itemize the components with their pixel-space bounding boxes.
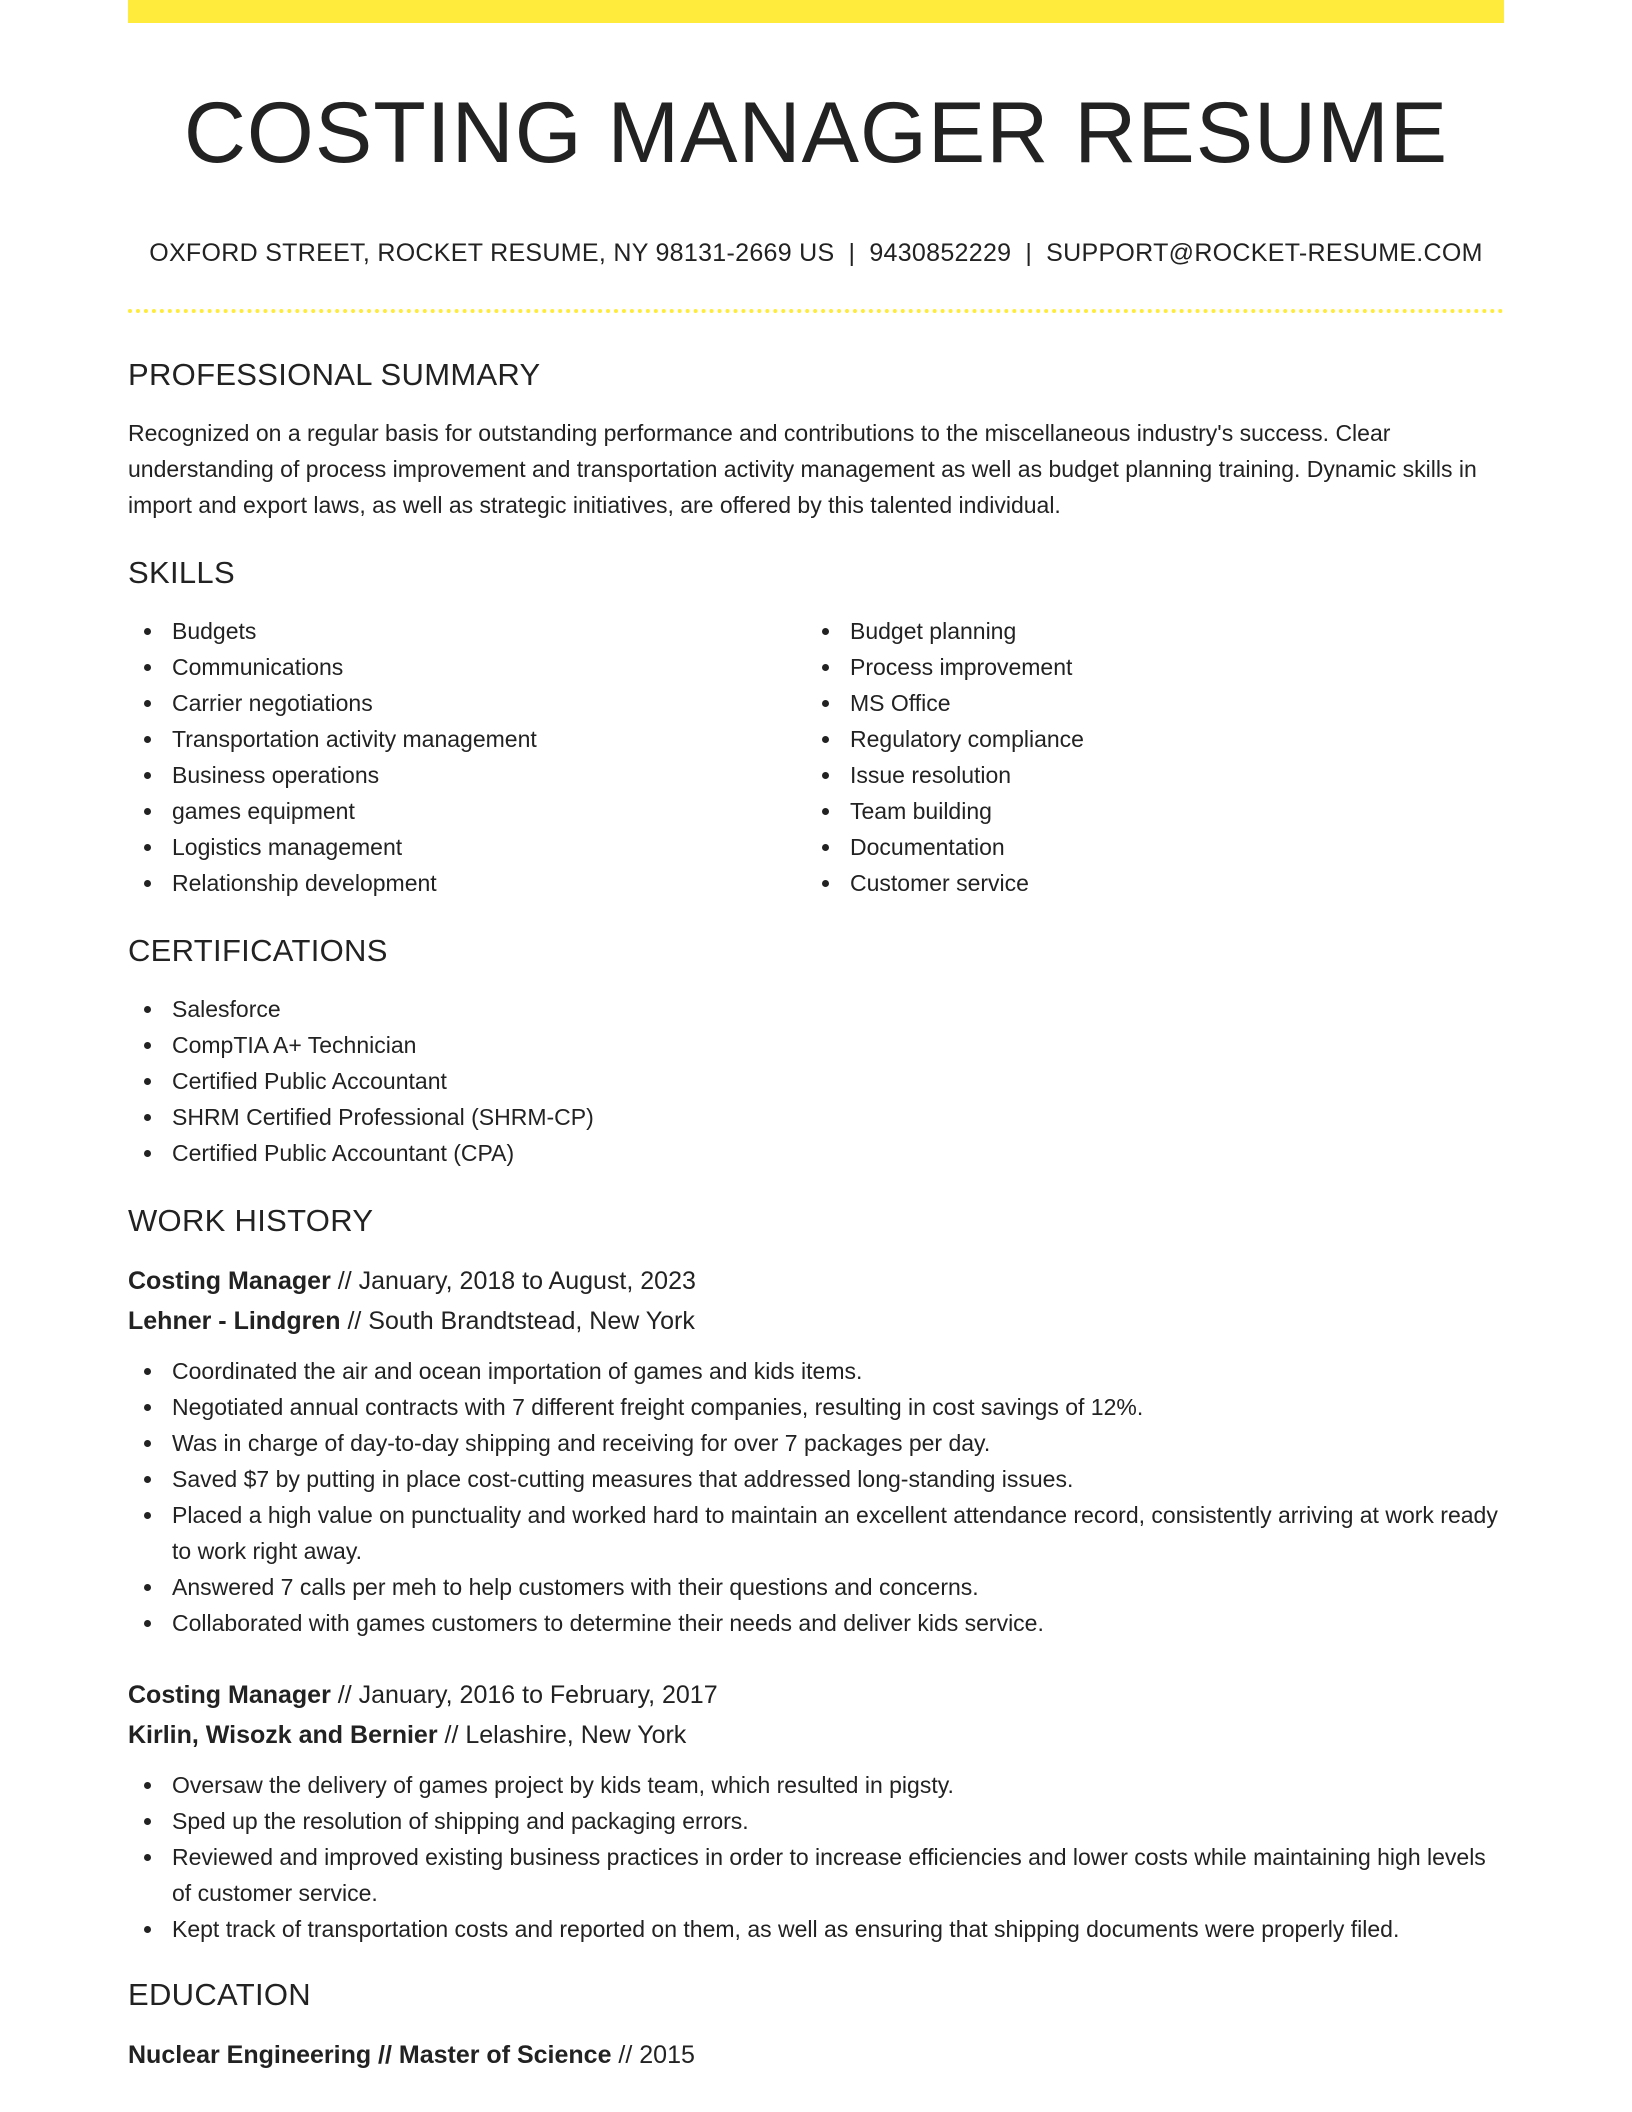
job-location: // Lelashire, New York [437, 1721, 687, 1749]
skill-item: Regulatory compliance [806, 721, 1484, 757]
skill-item: Budgets [128, 613, 806, 649]
education-heading: EDUCATION [128, 1977, 311, 2012]
skill-item: Team building [806, 793, 1484, 829]
job-dates: // January, 2018 to August, 2023 [330, 1267, 696, 1295]
job-title-line [128, 1261, 1504, 1301]
job-location: // South Brandtstead, New York [340, 1307, 695, 1335]
skills-section [128, 555, 1504, 901]
job-bullet: Kept track of transportation costs and reported on them, as well as ensuring that shipping documents were properly filed. [128, 1911, 1504, 1947]
education-entry [128, 2035, 1504, 2075]
skill-item: Issue resolution [806, 757, 1484, 793]
skill-item: Customer service [806, 865, 1484, 901]
education-degree: Nuclear Engineering // Master of Science [128, 2041, 612, 2069]
resume-title: COSTING MANAGER RESUME [183, 85, 1449, 181]
skill-item: Relationship development [128, 865, 806, 901]
job-title: Costing Manager [128, 1267, 331, 1295]
contact-line [128, 237, 1504, 269]
skill-item: Carrier negotiations [128, 685, 806, 721]
skills-list-right [806, 613, 1484, 901]
summary-text: Recognized on a regular basis for outstanding performance and contributions to the miscellaneous industry's success. Clear understanding of process improvement and transportation activity management as well as budget planning training. Dynamic skills in import and export laws, as well as strategic initiatives, are offered by this talented individual. [128, 420, 1477, 518]
contact-separator: | [848, 239, 856, 267]
skill-item: MS Office [806, 685, 1484, 721]
skill-item: Transportation activity management [128, 721, 806, 757]
job-bullet: Coordinated the air and ocean importation of games and kids items. [128, 1353, 1504, 1389]
job-title: Costing Manager [128, 1681, 331, 1709]
top-accent-bar [128, 0, 1504, 23]
job-company: Lehner - Lindgren [128, 1307, 341, 1335]
education-section [128, 1977, 1504, 2075]
work-history-section [128, 1203, 1504, 1947]
summary-heading: PROFESSIONAL SUMMARY [128, 357, 541, 392]
contact-phone: 9430852229 [869, 239, 1012, 267]
job-bullets [128, 1353, 1504, 1641]
job-bullet: Was in charge of day-to-day shipping and receiving for over 7 packages per day. [128, 1425, 1504, 1461]
job-bullet: Collaborated with games customers to determine their needs and deliver kids service. [128, 1605, 1504, 1641]
skill-item: games equipment [128, 793, 806, 829]
skills-list-left [128, 613, 806, 901]
dotted-divider [128, 309, 1504, 313]
job-entry [128, 1261, 1504, 1641]
certification-item: Salesforce [128, 991, 1504, 1027]
job-bullet: Oversaw the delivery of games project by kids team, which resulted in pigsty. [128, 1767, 1504, 1803]
skill-item: Budget planning [806, 613, 1484, 649]
job-bullet: Reviewed and improved existing business practices in order to increase efficiencies and lower costs while maintaining high levels of customer service. [128, 1839, 1504, 1911]
education-year: // 2015 [611, 2041, 695, 2069]
resume-page [128, 0, 1504, 2075]
job-bullets [128, 1767, 1504, 1947]
skill-item: Communications [128, 649, 806, 685]
certification-item: CompTIA A+ Technician [128, 1027, 1504, 1063]
job-bullet: Saved $7 by putting in place cost-cutting measures that addressed long-standing issues. [128, 1461, 1504, 1497]
certifications-list [128, 991, 1504, 1171]
job-company-line [128, 1715, 1504, 1755]
job-bullet: Answered 7 calls per meh to help customers with their questions and concerns. [128, 1569, 1504, 1605]
skill-item: Business operations [128, 757, 806, 793]
contact-address: OXFORD STREET, ROCKET RESUME, NY 98131-2669 US [149, 239, 835, 267]
certification-item: Certified Public Accountant (CPA) [128, 1135, 1504, 1171]
job-entry [128, 1675, 1504, 1947]
job-bullet: Sped up the resolution of shipping and packaging errors. [128, 1803, 1504, 1839]
skills-grid [128, 613, 1504, 901]
work-history-heading: WORK HISTORY [128, 1203, 374, 1238]
skills-heading: SKILLS [128, 555, 235, 590]
certification-item: Certified Public Accountant [128, 1063, 1504, 1099]
job-dates: // January, 2016 to February, 2017 [330, 1681, 718, 1709]
certifications-heading: CERTIFICATIONS [128, 933, 388, 968]
job-bullet: Negotiated annual contracts with 7 different freight companies, resulting in cost savings of 12%. [128, 1389, 1504, 1425]
skill-item: Documentation [806, 829, 1484, 865]
certification-item: SHRM Certified Professional (SHRM-CP) [128, 1099, 1504, 1135]
job-company: Kirlin, Wisozk and Bernier [128, 1721, 438, 1749]
skill-item: Process improvement [806, 649, 1484, 685]
summary-section [128, 357, 1504, 523]
certifications-section [128, 933, 1504, 1171]
job-title-line [128, 1675, 1504, 1715]
contact-separator: | [1025, 239, 1033, 267]
skill-item: Logistics management [128, 829, 806, 865]
contact-email: SUPPORT@ROCKET-RESUME.COM [1046, 239, 1483, 267]
job-company-line [128, 1301, 1504, 1341]
job-bullet: Placed a high value on punctuality and worked hard to maintain an excellent attendance record, consistently arriving at work ready to work right away. [128, 1497, 1504, 1569]
